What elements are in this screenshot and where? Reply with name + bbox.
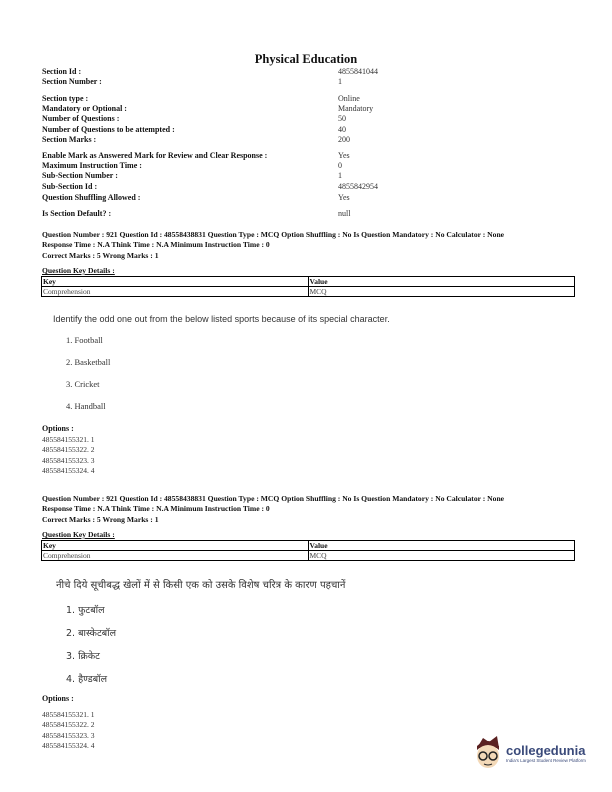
key-cell: Comprehension: [42, 551, 309, 561]
question-key-title: Question Key Details :: [42, 530, 115, 539]
question-timing: Response Time : N.A Think Time : N.A Minimum Instruction Time : 0: [42, 240, 270, 249]
logo-text: collegedunia: [506, 743, 586, 758]
value-header: Value: [308, 277, 575, 287]
section-field-value: 4855842954: [338, 182, 378, 191]
question-key-title: Question Key Details :: [42, 266, 115, 275]
section-field-label: Number of Questions to be attempted :: [42, 125, 175, 134]
option-id: 485584155323. 3: [42, 730, 95, 740]
answer-choice: 4. Handball: [66, 401, 106, 411]
value-cell: MCQ: [308, 287, 575, 297]
question-key-table: [41, 276, 575, 297]
collegedunia-logo: [473, 736, 586, 770]
section-field-value: null: [338, 209, 351, 218]
page-title: Physical Education: [254, 52, 358, 66]
answer-choice: 4. हैण्डबॉल: [66, 674, 108, 685]
key-header: Key: [42, 541, 309, 551]
section-field-label: Question Shuffling Allowed :: [42, 193, 141, 202]
section-field-label: Mandatory or Optional :: [42, 104, 127, 113]
section-field-label: Sub-Section Id :: [42, 182, 98, 191]
section-field-value: Yes: [338, 151, 350, 160]
option-id: 485584155321. 1: [42, 710, 95, 719]
answer-choice: 3. क्रिकेट: [66, 651, 100, 662]
question-marks: Correct Marks : 5 Wrong Marks : 1: [42, 251, 159, 260]
question-key-table: [41, 540, 575, 561]
key-header: Key: [42, 277, 309, 287]
option-id: 485584155324. 4: [42, 740, 95, 750]
section-field-value: 1: [338, 171, 342, 180]
section-field-value: 40: [338, 125, 346, 134]
section-field-label: Sub-Section Number :: [42, 171, 118, 180]
question-marks: Correct Marks : 5 Wrong Marks : 1: [42, 515, 159, 524]
section-field-label: Number of Questions :: [42, 114, 120, 123]
section-field-value: Online: [338, 94, 360, 103]
option-id: 485584155322. 2: [42, 720, 95, 730]
section-field-value: 50: [338, 114, 346, 123]
logo-tagline: India's Largest Student Review Platform: [506, 758, 586, 763]
option-id: 485584155322. 2: [42, 445, 95, 455]
section-field-label: Section type :: [42, 94, 89, 103]
option-id: 485584155323. 3: [42, 455, 95, 465]
section-field-value: Mandatory: [338, 104, 374, 113]
value-header: Value: [308, 541, 575, 551]
key-cell: Comprehension: [42, 287, 309, 297]
section-field-label: Is Section Default? :: [42, 209, 112, 218]
section-field-label: Maximum Instruction Time :: [42, 161, 142, 170]
option-id: 485584155324. 4: [42, 465, 95, 475]
question-meta: Question Number : 921 Question Id : 48558438831 Question Type : MCQ Option Shuffling : No Is Question Mandatory : No Calculator : None: [42, 494, 505, 503]
options-label: Options :: [42, 424, 74, 433]
section-field-label: Section Marks :: [42, 135, 97, 144]
options-label: Options :: [42, 694, 74, 703]
section-field-value: 0: [338, 161, 342, 170]
answer-choice: 1. फुटबॉल: [66, 605, 105, 616]
mascot-icon: [473, 736, 503, 770]
section-field-label: Enable Mark as Answered Mark for Review and Clear Response :: [42, 151, 268, 160]
question-timing: Response Time : N.A Think Time : N.A Minimum Instruction Time : 0: [42, 504, 270, 513]
answer-choice: 1. Football: [66, 335, 103, 345]
question-text: Identify the odd one out from the below listed sports because of its special character.: [53, 314, 390, 324]
question-text: नीचे दिये सूचीबद्ध खेलों में से किसी एक को उसके विशेष चरित्र के कारण पहचानें: [56, 580, 346, 591]
question-meta: Question Number : 921 Question Id : 48558438831 Question Type : MCQ Option Shuffling : No Is Question Mandatory : No Calculator : None: [42, 230, 505, 239]
section-field-value: 200: [338, 135, 350, 144]
answer-choice: 2. Basketball: [66, 357, 111, 367]
answer-choice: 2. बास्केटबॉल: [66, 628, 117, 639]
value-cell: MCQ: [308, 551, 575, 561]
option-id: 485584155321. 1: [42, 435, 95, 444]
section-field-label: Section Number :: [42, 77, 102, 86]
section-field-value: Yes: [338, 193, 350, 202]
section-field-value: 1: [338, 77, 342, 86]
answer-choice: 3. Cricket: [66, 379, 100, 389]
section-field-value: 4855841044: [338, 67, 378, 76]
section-field-label: Section Id :: [42, 67, 82, 76]
